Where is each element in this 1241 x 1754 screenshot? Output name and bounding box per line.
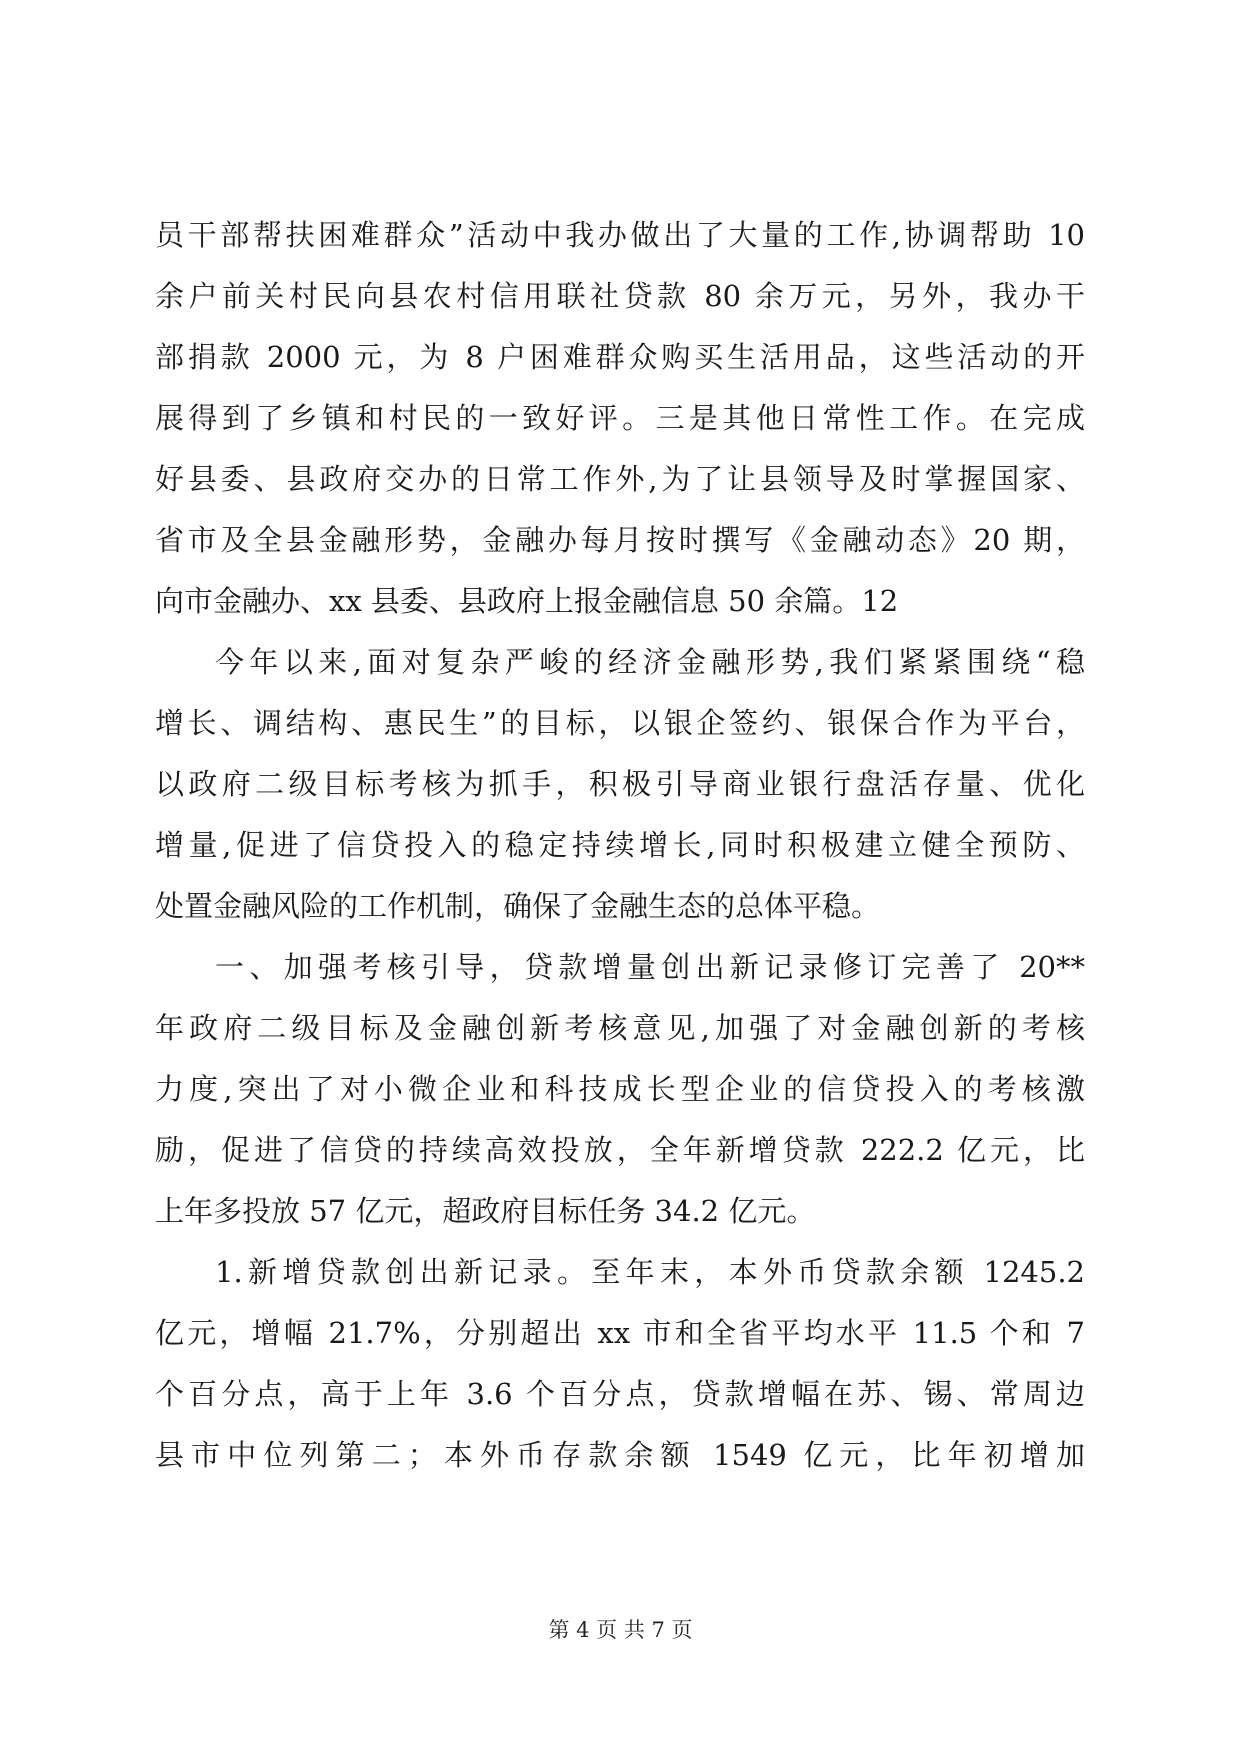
text-line: 向市金融办、xx 县委、县政府上报金融信息 50 余篇。12 — [155, 584, 899, 618]
text-line: 上年多投放 57 亿元，超政府目标任务 34.2 亿元。 — [155, 1194, 816, 1228]
text-line: 好县委、县政府交办的日常工作外,为了让县领导及时掌握国家、 — [155, 462, 1085, 496]
text-line: 县市中位列第二；本外币存款余额 1549 亿元，比年初增加 — [155, 1438, 1085, 1472]
page-footer — [0, 1614, 1241, 1644]
paragraph — [155, 632, 1085, 937]
text-line: 年政府二级目标及金融创新考核意见,加强了对金融创新的考核 — [155, 1011, 1085, 1045]
text-line: 以政府二级目标考核为抓手，积极引导商业银行盘活存量、优化 — [155, 767, 1085, 801]
text-line: 部捐款 2000 元，为 8 户困难群众购买生活用品，这些活动的开 — [155, 340, 1085, 374]
text-line: 增长、调结构、惠民生”的目标，以银企签约、银保合作为平台， — [155, 706, 1085, 740]
paragraph — [155, 937, 1085, 1242]
text-line: 展得到了乡镇和村民的一致好评。三是其他日常性工作。在完成 — [155, 401, 1085, 435]
text-line: 今年以来,面对复杂严峻的经济金融形势,我们紧紧围绕“稳 — [215, 645, 1085, 679]
paragraph — [155, 205, 1085, 632]
text-line: 一、加强考核引导，贷款增量创出新记录修订完善了 20** — [215, 950, 1085, 984]
text-line: 个百分点，高于上年 3.6 个百分点，贷款增幅在苏、锡、常周边 — [155, 1377, 1085, 1411]
text-line: 力度,突出了对小微企业和科技成长型企业的信贷投入的考核激 — [155, 1072, 1085, 1106]
page-number-label: 第 4 页 共 7 页 — [548, 1618, 693, 1642]
text-line: 员干部帮扶困难群众”活动中我办做出了大量的工作,协调帮助 10 — [155, 218, 1085, 252]
text-line: 余户前关村民向县农村信用联社贷款 80 余万元，另外，我办干 — [155, 279, 1085, 313]
text-line: 励，促进了信贷的持续高效投放，全年新增贷款 222.2 亿元，比 — [155, 1133, 1085, 1167]
text-line: 省市及全县金融形势，金融办每月按时撰写《金融动态》20 期， — [155, 523, 1085, 557]
document-body — [155, 205, 1085, 1486]
text-line: 1.新增贷款创出新记录。至年末，本外币贷款余额 1245.2 — [215, 1255, 1085, 1289]
text-line: 处置金融风险的工作机制，确保了金融生态的总体平稳。 — [155, 889, 881, 923]
text-line: 增量,促进了信贷投入的稳定持续增长,同时积极建立健全预防、 — [155, 828, 1085, 862]
text-line: 亿元，增幅 21.7%，分别超出 xx 市和全省平均水平 11.5 个和 7 — [155, 1316, 1085, 1350]
paragraph — [155, 1242, 1085, 1486]
